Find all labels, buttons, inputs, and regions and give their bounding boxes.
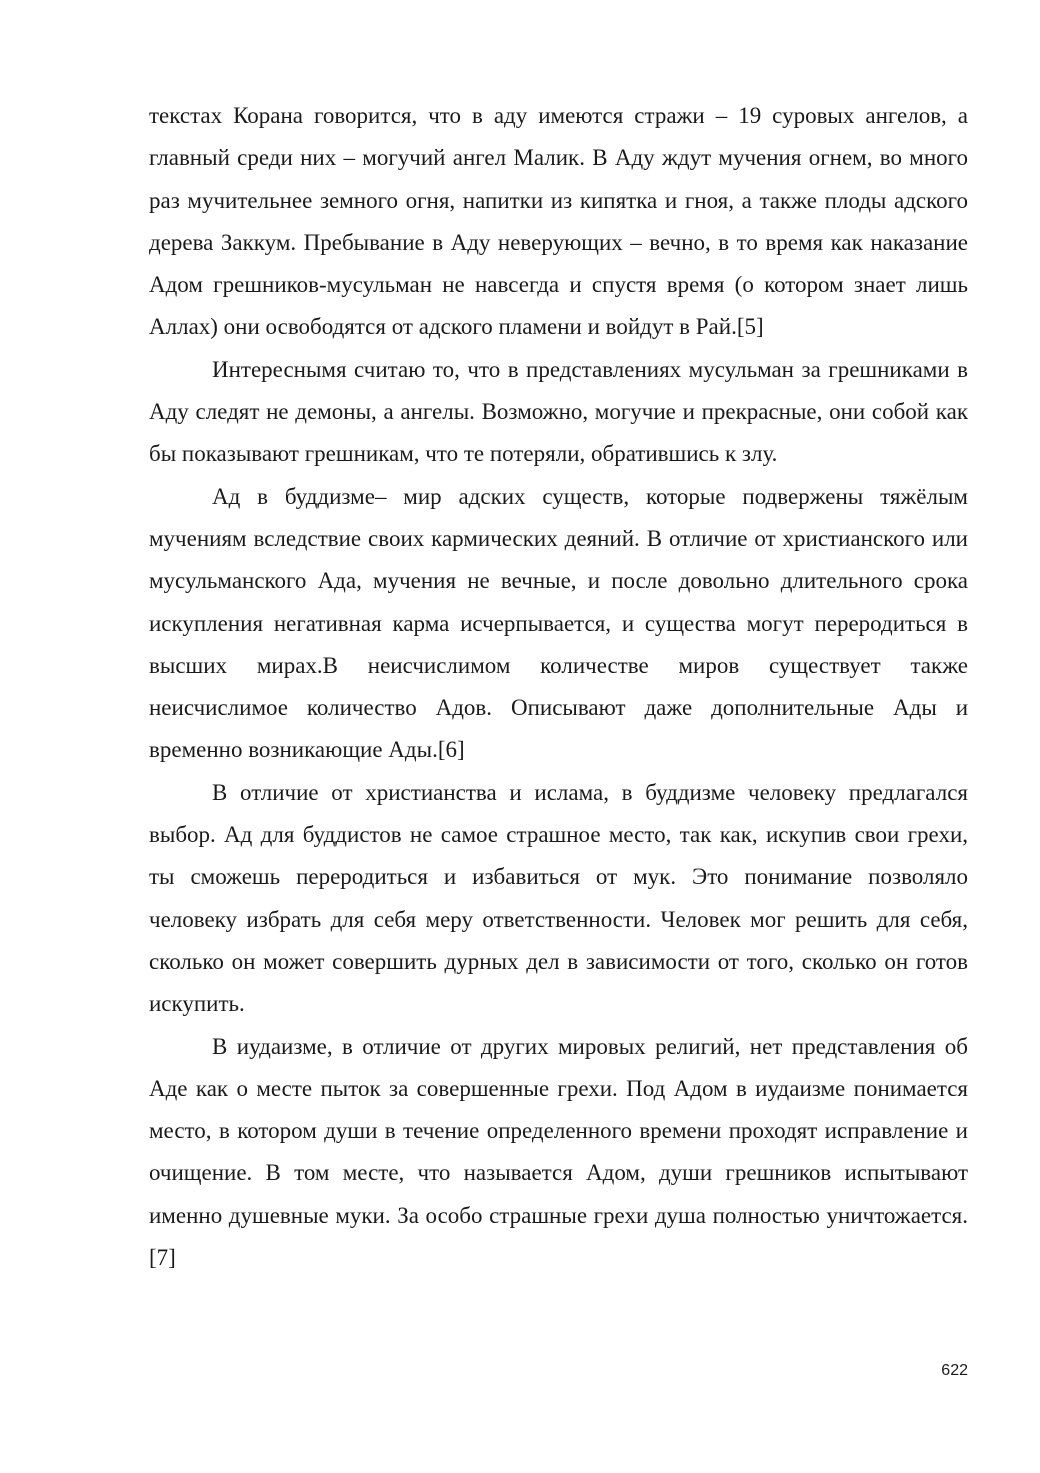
page-body	[149, 95, 968, 1279]
paragraph-4: В отличие от христианства и ислама, в буддизме человеку предлагался выбор. Ад для буддистов не самое страшное место, так как, искупив свои грехи, ты сможешь переродиться и избавиться от мук. Это понимание позволяло человеку избрать для себя меру ответственности. Человек мог решить для себя, сколько он может совершить дурных дел в зависимости от того, сколько он готов искупить.	[149, 779, 968, 1017]
paragraph-3: Ад в буддизме– мир адских существ, которые подвержены тяжёлым мучениям вследствие своих кармических деяний. В отличие от христианского или мусульманского Ада, мучения не вечные, и после довольно длительного срока искупления негативная карма исчерпывается, и существа могут переродиться в высших мирах.В неисчислимом количестве миров существует также неисчислимое количество Адов. Описывают даже дополнительные Ады и временно возникающие Ады.[6]	[149, 483, 968, 763]
paragraph-1: текстах Корана говорится, что в аду имеются стражи – 19 суровых ангелов, а главный среди них – могучий ангел Малик. В Аду ждут мучения огнем, во много раз мучительнее земного огня, напитки из кипятка и гноя, а также плоды адского дерева Заккум. Пребывание в Аду неверующих – вечно, в то время как наказание Адом грешников-мусульман не навсегда и спустя время (о котором знает лишь Аллах) они освободятся от адского пламени и войдут в Рай.[5]	[149, 103, 968, 340]
paragraph-5: В иудаизме, в отличие от других мировых религий, нет представления об Аде как о месте пыток за совершенные грехи. Под Адом в иудаизме понимается место, в котором души в течение определенного времени проходят исправление и очищение. В том месте, что называется Адом, души грешников испытывают именно душевные муки. За особо страшные грехи душа полностью уничтожается.[7]	[149, 1033, 968, 1271]
page-number: 622	[941, 1362, 968, 1379]
paragraph-2: Интереснымя считаю то, что в представлениях мусульман за грешниками в Аду следят не демоны, а ангелы. Возможно, могучие и прекрасные, они собой как бы показывают грешникам, что те потеряли, обратившись к злу.	[149, 356, 968, 467]
